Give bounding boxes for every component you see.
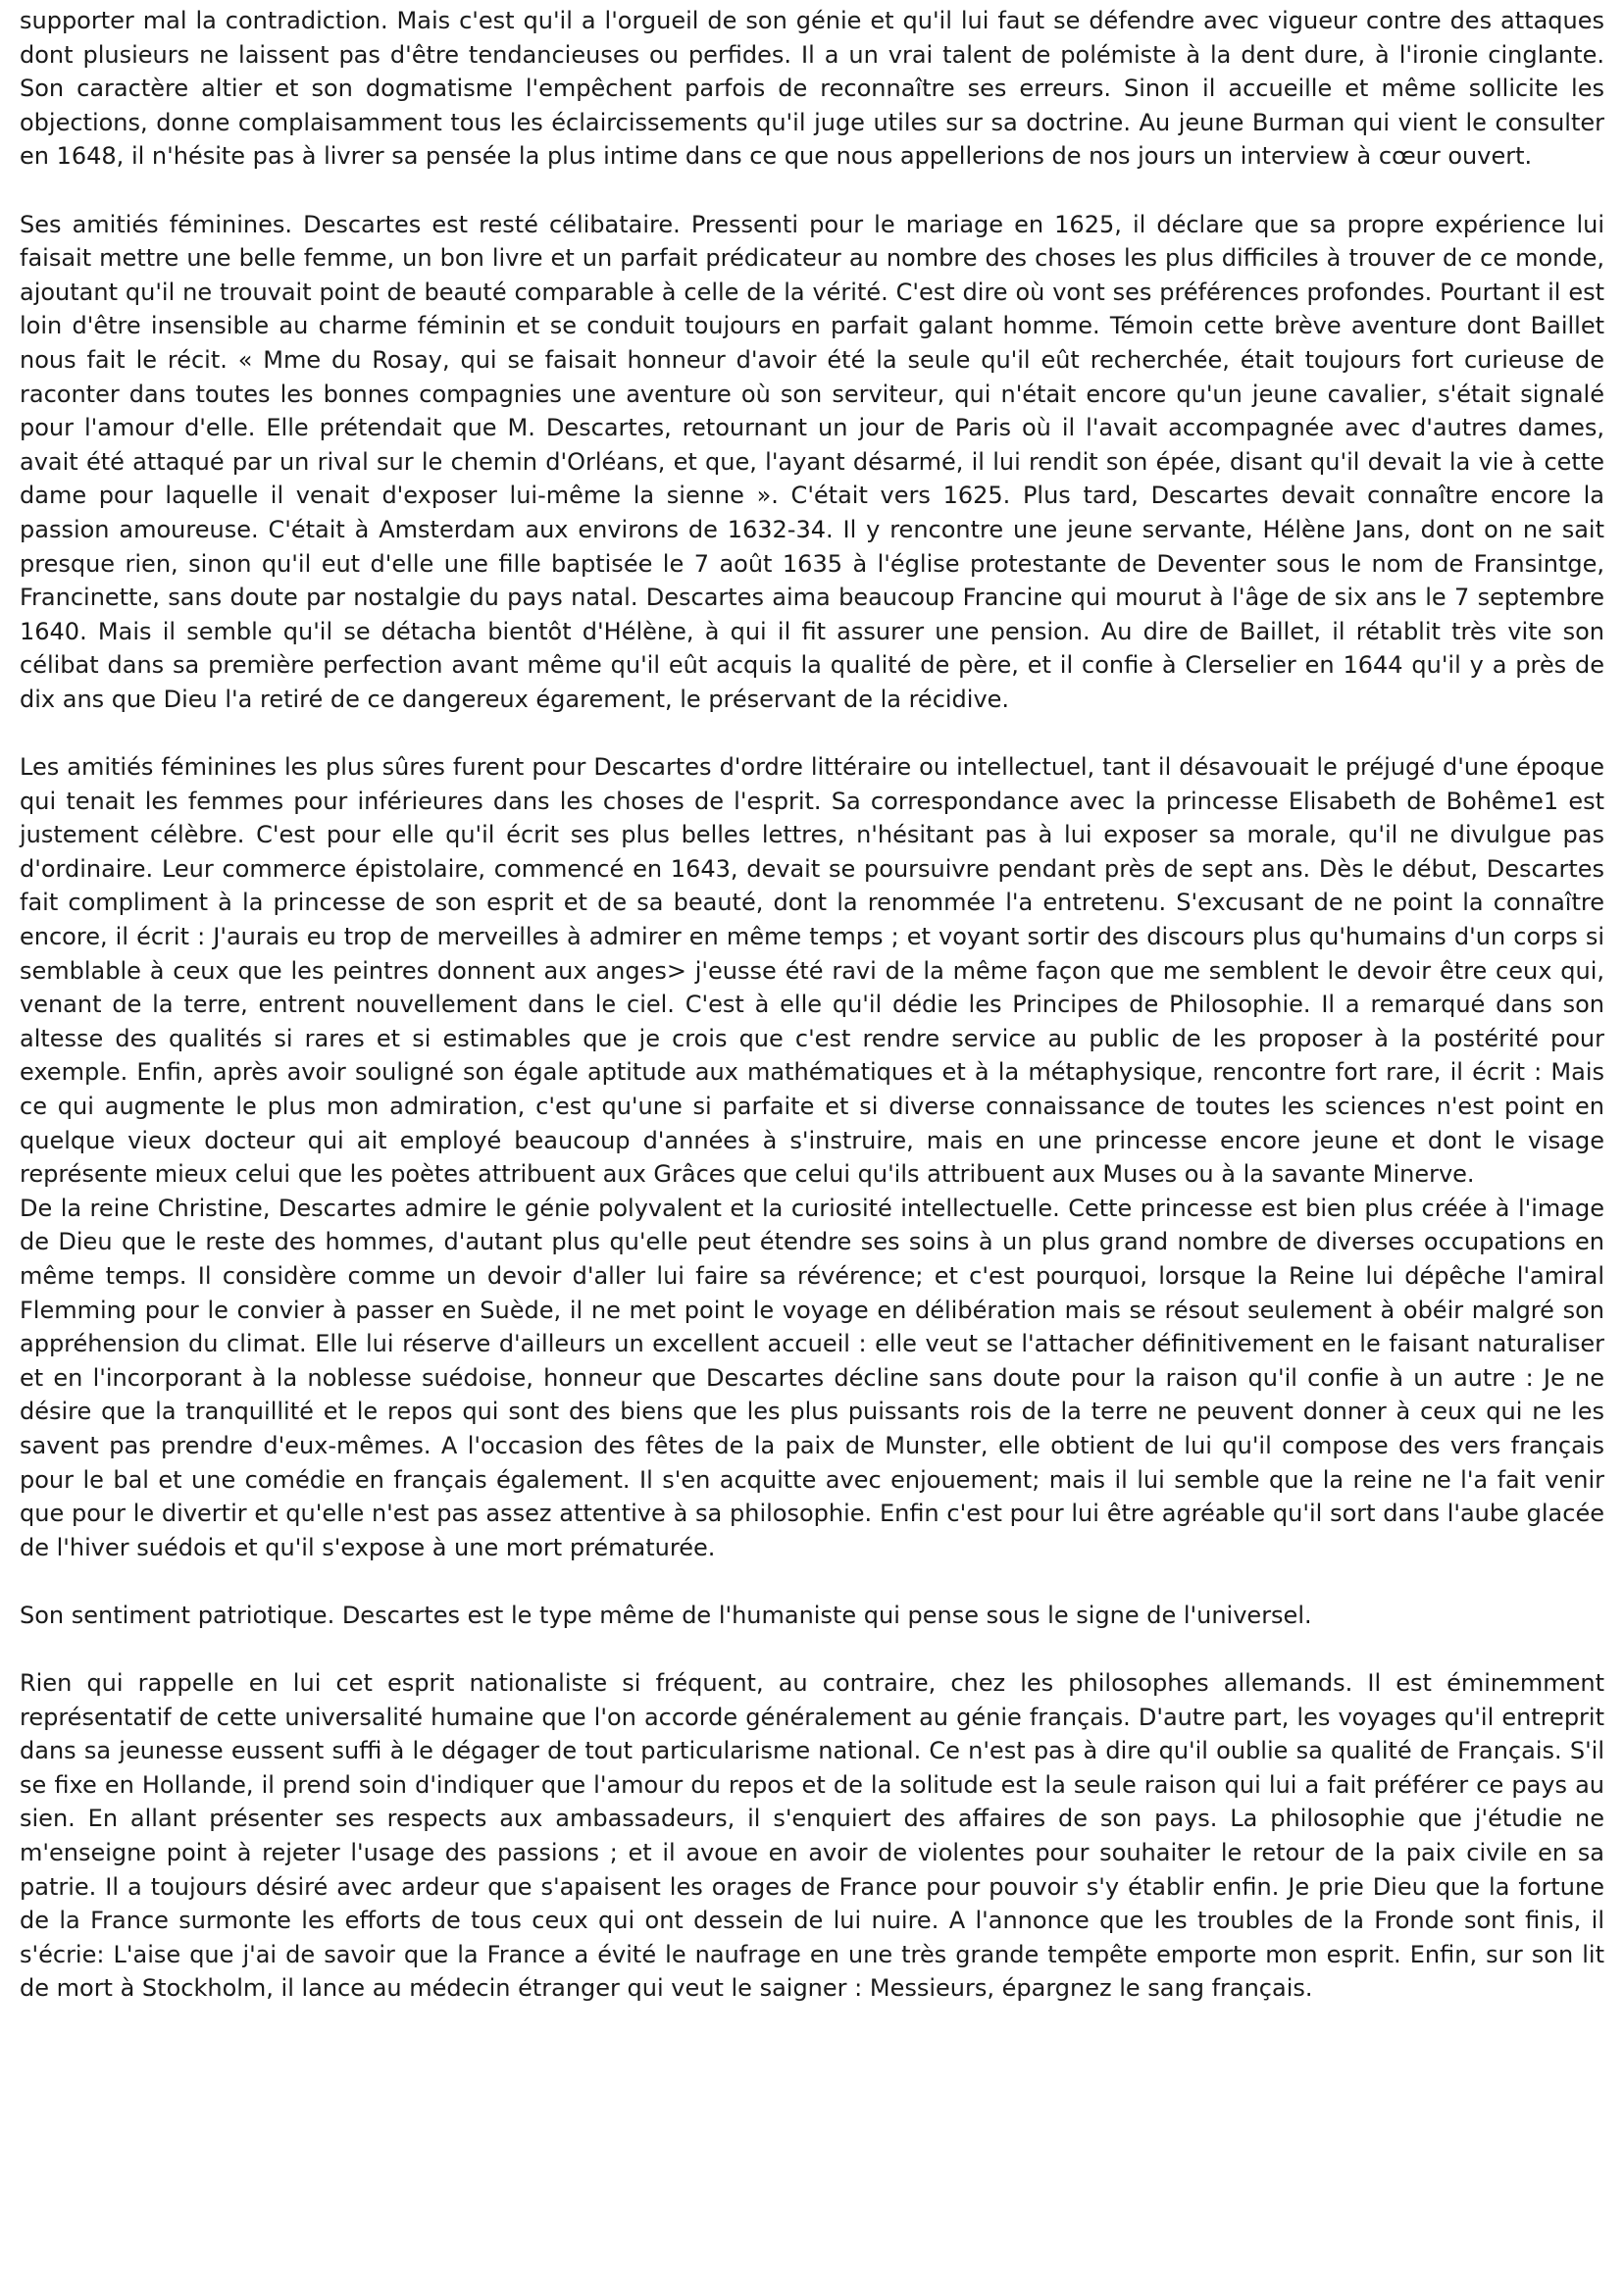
paragraph-nationalism: Rien qui rappelle en lui cet esprit nationaliste si fréquent, au contraire, chez les philosophes allemands. Il est éminemment représentatif de cette universalité humaine que l'on accorde généralement au génie français. D'autre part, les voyages qu'il entreprit dans sa jeunesse eussent suffi à le dégager de tout particularisme national. Ce n'est pas à dire qu'il oublie sa qualité de Français. S'il se fixe en Hollande, il prend soin d'indiquer que l'amour du repos et de la solitude est la seule raison qui lui a fait préférer ce pays au sien. En allant présenter ses respects aux ambassadeurs, il s'enquiert des affaires de son pays. La philosophie que j'étudie ne m'enseigne point à rejeter l'usage des passions ; et il avoue en avoir de violentes pour souhaiter le retour de la paix civile en sa patrie. Il a toujours désiré avec ardeur que s'apaisent les orages de France pour pouvoir s'y établir enfin. Je prie Dieu que la fortune de la France surmonte les efforts de tous ceux qui ont dessein de lui nuire. A l'annonce que les troubles de la Fronde sont finis, il s'écrie: L'aise que j'ai de savoir que la France a évité le naufrage en une très grande tempête emporte mon esprit. Enfin, sur son lit de mort à Stockholm, il lance au médecin étranger qui veut le saigner : Messieurs, épargnez le sang français. — [20, 1669, 1604, 2003]
paragraph-intellectual-friendships: Les amitiés féminines les plus sûres furent pour Descartes d'ordre littéraire ou intellectuel, tant il désavouait le préjugé d'une époque qui tenait les femmes pour inférieures dans les choses de l'esprit. Sa correspondance avec la princesse Elisabeth de Bohême1 est justement célèbre. C'est pour elle qu'il écrit ses plus belles lettres, n'hésitant pas à lui exposer sa morale, qu'il ne divulgue pas d'ordinaire. Leur commerce épistolaire, commencé en 1643, devait se poursuivre pendant près de sept ans. Dès le début, Descartes fait compliment à la princesse de son esprit et de sa beauté, dont la renommée l'a entretenu. S'excusant de ne point la connaître encore, il écrit : J'aurais eu trop de merveilles à admirer en même temps ; et voyant sortir des discours plus qu'humains d'un corps si semblable à ceux que les peintres donnent aux anges> j'eusse été ravi de la même façon que me semblent le devoir être ceux qui, venant de la terre, entrent nouvellement dans le ciel. C'est à elle qu'il dédie les Principes de Philosophie. Il a remarqué dans son altesse des qualités si rares et si estimables que je crois que c'est rendre service au public de les proposer à la postérité pour exemple. Enfin, après avoir souligné son égale aptitude aux mathématiques et à la métaphysique, rencontre fort rare, il écrit : Mais ce qui augmente le plus mon admiration, c'est qu'une si parfaite et si diverse connaissance de toutes les sciences n'est point en quelque vieux docteur qui ait employé beaucoup d'années à s'instruire, mais en une princesse encore jeune et dont le visage représente mieux celui que les poètes attribuent aux Grâces que celui qu'ils attribuent aux Muses ou à la savante Minerve. — [20, 753, 1604, 1189]
paragraph-patriotic-sentiment: Son sentiment patriotique. Descartes est le type même de l'humaniste qui pense sous le signe de l'universel. — [20, 1601, 1312, 1629]
paragraph-feminine-friendships: Ses amitiés féminines. Descartes est resté célibataire. Pressenti pour le mariage en 1625, il déclare que sa propre expérience lui faisait mettre une belle femme, un bon livre et un parfait prédicateur au nombre des choses les plus difficiles à trouver de ce monde, ajoutant qu'il ne trouvait point de beauté comparable à celle de la vérité. C'est dire où vont ses préférences profondes. Pourtant il est loin d'être insensible au charme féminin et se conduit toujours en parfait galant homme. Témoin cette brève aventure dont Baillet nous fait le récit. « Mme du Rosay, qui se faisait honneur d'avoir été la seule qu'il eût recherchée, était toujours fort curieuse de raconter dans toutes les bonnes compagnies une aventure où son serviteur, qui n'était encore qu'un jeune cavalier, s'était signalé pour l'amour d'elle. Elle prétendait que M. Descartes, retournant un jour de Paris où il l'avait accompagnée avec d'autres dames, avait été attaqué par un rival sur le chemin d'Orléans, et que, l'ayant désarmé, il lui rendit son épée, disant qu'il devait la vie à cette dame pour laquelle il venait d'exposer lui-même la sienne ». C'était vers 1625. Plus tard, Descartes devait connaître encore la passion amoureuse. C'était à Amsterdam aux environs de 1632-34. Il y rencontre une jeune servante, Hélène Jans, dont on ne sait presque rien, sinon qu'il eut d'elle une fille baptisée le 7 août 1635 à l'église protestante de Deventer sous le nom de Fransintge, Francinette, sans doute par nostalgie du pays natal. Descartes aima beaucoup Francine qui mourut à l'âge de six ans le 7 septembre 1640. Mais il semble qu'il se détacha bientôt d'Hélène, à qui il fit assurer une pension. Au dire de Baillet, il rétablit très vite son célibat dans sa première perfection avant même qu'il eût acquis la qualité de père, et il confie à Clerselier en 1644 qu'il y a près de dix ans que Dieu l'a retiré de ce dangereux égarement, le préservant de la récidive. — [20, 210, 1604, 713]
paragraph-contradiction: supporter mal la contradiction. Mais c'est qu'il a l'orgueil de son génie et qu'il lui faut se défendre avec vigueur contre des attaques dont plusieurs ne laissent pas d'être tendancieuses ou perfides. Il a un vrai talent de polémiste à la dent dure, à l'ironie cinglante. Son caractère altier et son dogmatisme l'empêchent parfois de reconnaître ses erreurs. Sinon il accueille et même sollicite les objections, donne complaisamment tous les éclaircissements qu'il juge utiles sur sa doctrine. Au jeune Burman qui vient le consulter en 1648, il n'hésite pas à livrer sa pensée la plus intime dans ce que nous appellerions de nos jours un interview à cœur ouvert. — [20, 7, 1604, 171]
paragraph-queen-christine: De la reine Christine, Descartes admire le génie polyvalent et la curiosité intellectuelle. Cette princesse est bien plus créée à l'image de Dieu que le reste des hommes, d'autant plus qu'elle peut étendre ses soins à un plus grand nombre de diverses occupations en même temps. Il considère comme un devoir d'aller lui faire sa révérence; et c'est pourquoi, lorsque la Reine lui dépêche l'amiral Flemming pour le convier à passer en Suède, il ne met point le voyage en délibération mais se résout seulement à obéir malgré son appréhension du climat. Elle lui réserve d'ailleurs un excellent accueil : elle veut se l'attacher définitivement en le faisant naturaliser et en l'incorporant à la noblesse suédoise, honneur que Descartes décline sans doute pour la raison qu'il confie à un autre : Je ne désire que la tranquillité et le repos qui sont des biens que les plus puissants rois de la terre ne peuvent donner à ceux qui ne les savent pas prendre d'eux-mêmes. A l'occasion des fêtes de la paix de Munster, elle obtient de lui qu'il compose des vers français pour le bal et une comédie en français également. Il s'en acquitte avec enjouement; mais il lui semble que la reine ne l'a fait venir que pour le divertir et qu'elle n'est pas assez attentive à sa philosophie. Enfin c'est pour lui être agréable qu'il sort dans l'aube glacée de l'hiver suédois et qu'il s'expose à une mort prématurée. — [20, 1194, 1604, 1561]
document-page — [20, 4, 1604, 2006]
